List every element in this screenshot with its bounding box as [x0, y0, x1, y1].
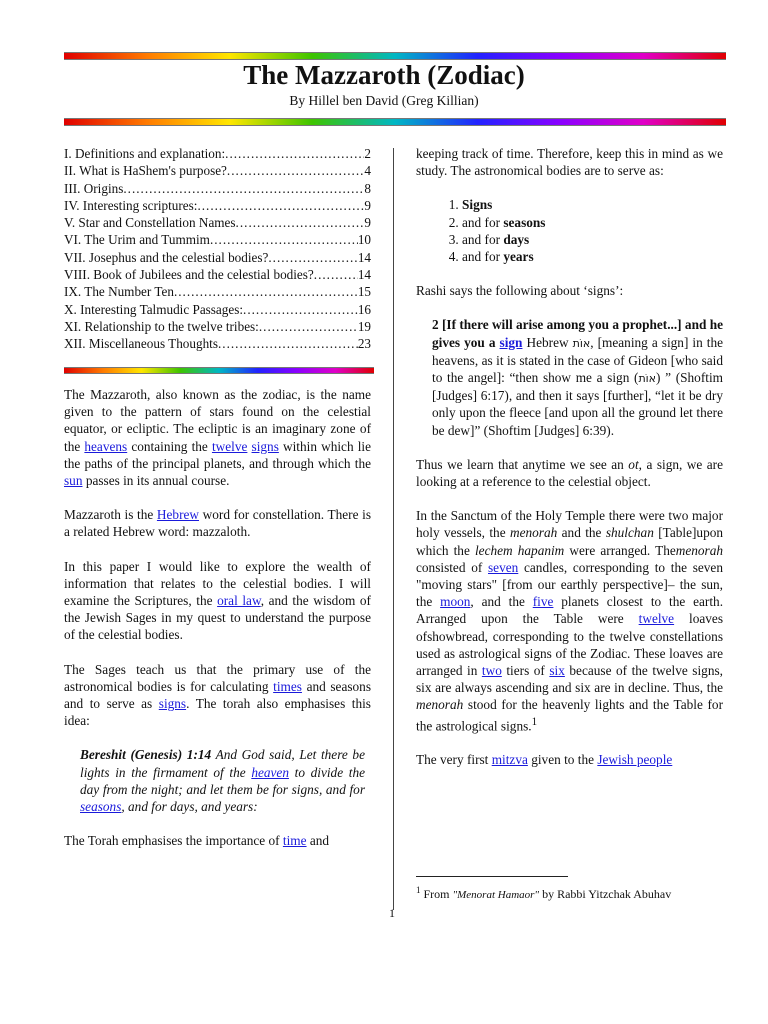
- toc-entry-page: 2: [364, 146, 371, 161]
- toc-rainbow-rule: [64, 368, 374, 373]
- link-sign[interactable]: sign: [499, 334, 523, 350]
- toc-entry-page: 23: [357, 336, 371, 352]
- toc-leader-dots: [174, 283, 358, 300]
- link-signs-2[interactable]: signs: [158, 696, 187, 712]
- toc-entry[interactable]: [64, 180, 371, 197]
- ot-paragraph: Thus we learn that anytime we see an ot, a sign, we are looking at a reference to the celestial object.: [416, 456, 723, 490]
- link-mitzva[interactable]: mitzva: [491, 752, 528, 768]
- toc-entry-label: I. Definitions and explanation:: [64, 146, 226, 161]
- link-hebrew[interactable]: Hebrew: [156, 507, 200, 523]
- toc-leader-dots: [197, 197, 364, 214]
- rashi-intro: Rashi says the following about ‘signs’:: [416, 283, 624, 299]
- toc-entry-label: IX. The Number Ten: [64, 284, 174, 300]
- continuation-paragraph: keeping track of time. Therefore, keep this in mind as we study. The astronomical bodies are to serve as:: [416, 146, 723, 179]
- toc-entry-label: XII. Miscellaneous Thoughts: [64, 336, 218, 352]
- toc-entry-label: VI. The Urim and Tummim: [64, 232, 210, 248]
- toc-entry-page: 9: [364, 197, 371, 213]
- sages-paragraph: The Sages teach us that the primary use of the astronomical bodies is for calculating times and seasons and to serve as signs. The torah also emphasises this idea:: [64, 661, 371, 729]
- toc-leader-dots: [236, 214, 365, 231]
- toc-leader-dots: [227, 162, 364, 179]
- link-moon[interactable]: moon: [440, 594, 471, 610]
- right-column: [416, 145, 723, 769]
- page-title: The Mazzaroth (Zodiac): [243, 60, 525, 90]
- toc-entry[interactable]: [64, 249, 371, 266]
- link-six[interactable]: six: [549, 663, 565, 679]
- toc-leader-dots: [259, 318, 358, 335]
- mazzaroth-paragraph: Mazzaroth is the Hebrew word for constellation. There is a related Hebrew word: mazzaloth.: [64, 507, 371, 540]
- list-item: 3. and for days: [462, 231, 723, 248]
- toc-entry-page: 19: [357, 318, 371, 334]
- toc-leader-dots: [123, 180, 364, 197]
- purpose-list: [416, 196, 723, 265]
- page-number: 1: [389, 906, 395, 920]
- torah-time-paragraph: The Torah emphasises the importance of time and: [64, 833, 330, 849]
- toc-entry-page: 16: [357, 301, 371, 317]
- toc-entry-label: VIII. Book of Jubilees and the celestial bodies?: [64, 267, 314, 283]
- toc-entry[interactable]: [64, 301, 371, 318]
- link-twelve[interactable]: twelve: [211, 438, 248, 454]
- toc-entry-page: 9: [364, 215, 371, 231]
- author-line: By Hillel ben David (Greg Killian): [289, 93, 479, 108]
- link-seasons[interactable]: seasons: [80, 799, 122, 815]
- mitzva-paragraph: The very first mitzva given to the Jewish people: [416, 752, 673, 768]
- table-of-contents: [64, 145, 371, 353]
- toc-entry-page: 4: [364, 163, 371, 179]
- toc-entry[interactable]: [64, 283, 371, 300]
- column-divider: [393, 148, 394, 910]
- link-sun[interactable]: sun: [64, 473, 83, 489]
- toc-entry-label: VII. Josephus and the celestial bodies?: [64, 249, 269, 265]
- footnote: $^1$ From "Menorat Hamaor" by Rabbi Yitzchak Abuhav: [416, 885, 672, 901]
- toc-entry-page: 8: [364, 180, 371, 196]
- toc-entry-label: IV. Interesting scriptures:: [64, 197, 198, 213]
- hebrew-ot-2: אוֹת: [638, 372, 657, 386]
- toc-leader-dots: [268, 249, 357, 266]
- link-seven[interactable]: seven: [488, 559, 519, 575]
- toc-entry-label: V. Star and Constellation Names: [64, 215, 236, 231]
- header-rainbow-rule: [64, 119, 726, 125]
- sanctum-paragraph: In the Sanctum of the Holy Temple there were two major holy vessels, the menorah and the shulchan [Table]upon which the lechem hapanim were arranged. Themenorah consisted of seven candles, corresponding to the seven "moving stars" [from our earthly perspective]– the sun, the moon, and the five planets closest to the earth. Arranged upon the Table were twelve loaves ofshowbread, corresponding to the twelve constellations used as astrological signs of the Zodiac. These loaves are arranged in two tiers of six because of the twelve signs, six are always ascending and six are in decline. Thus, the menorah stood for the heavenly lights and the Table for the astrological signs.$^1$: [416, 508, 724, 734]
- toc-leader-dots: [225, 145, 364, 162]
- toc-entry-label: II. What is HaShem's purpose?: [64, 163, 227, 179]
- toc-entry-label: XI. Relationship to the twelve tribes:: [64, 318, 259, 334]
- toc-entry-label: X. Interesting Talmudic Passages:: [64, 301, 244, 317]
- link-signs[interactable]: signs: [251, 438, 279, 454]
- toc-entry-label: III. Origins: [64, 180, 124, 196]
- toc-leader-dots: [314, 266, 358, 283]
- toc-entry[interactable]: [64, 162, 371, 179]
- toc-entry-page: 15: [357, 284, 371, 300]
- toc-entry-page: 14: [357, 249, 371, 265]
- link-time[interactable]: time: [282, 833, 307, 849]
- link-oral-law[interactable]: oral law: [217, 593, 261, 609]
- genesis-quote: Bereshit (Genesis) 1:14 And God said, Let there be lights in the firmament of the heaven to divide the day from the night; and let them be for signs, and for seasons, and for days, and years:: [80, 747, 366, 815]
- rashi-quote: 2 [If there will arise among you a prophet...] and he gives you a sign Hebrew אוֹת, [meaning a sign] in the heavens, as it is stated in the case of Gideon [who said to the angel]: “then show me a sign (אוֹת) ” (Shoftim [Judges] 6:17), and then it says [further], “let it be dry only upon the fleece [and upon all the ground let there be dew]” (Shoftim [Judges] 6:39).: [432, 317, 724, 438]
- toc-leader-dots: [218, 335, 358, 352]
- link-twelve-2[interactable]: twelve: [638, 611, 675, 627]
- toc-leader-dots: [243, 301, 358, 318]
- list-item: 2. and for seasons: [462, 214, 723, 231]
- toc-entry[interactable]: [64, 214, 371, 231]
- toc-entry[interactable]: [64, 145, 371, 162]
- link-jewish-people[interactable]: Jewish people: [597, 752, 673, 768]
- intro-paragraph: The Mazzaroth, also known as the zodiac, is the name given to the pattern of stars found on the celestial equator, or ecliptic. The ecliptic is an imaginary zone of the heavens containing the twelve signs within which lie the paths of the principal planets, and through which the sun passes in its annual course.: [64, 387, 372, 489]
- link-five[interactable]: five: [532, 594, 554, 610]
- left-column: [64, 386, 371, 849]
- link-heaven[interactable]: heaven: [251, 764, 289, 780]
- footnote-ref[interactable]: 1: [531, 715, 538, 728]
- explore-paragraph: In this paper I would like to explore the wealth of information that relates to the celestial bodies. I will examine the Scriptures, the oral law, and the wisdom of the Jewish Sages in my quest to understand the purpose of the celestial bodies.: [64, 558, 371, 643]
- toc-leader-dots: [210, 231, 358, 248]
- top-rainbow-rule: [64, 53, 726, 59]
- list-item: 4. and for years: [462, 248, 723, 265]
- toc-entry[interactable]: [64, 231, 371, 248]
- link-times[interactable]: times: [273, 678, 302, 694]
- list-item: 1. Signs: [462, 196, 723, 213]
- toc-entry-page: 14: [357, 267, 371, 283]
- toc-entry[interactable]: [64, 335, 371, 352]
- footnote-rule: [416, 876, 568, 877]
- hebrew-ot: אוֹת: [572, 336, 591, 350]
- toc-entry[interactable]: [64, 197, 371, 214]
- link-heavens[interactable]: heavens: [84, 438, 128, 454]
- toc-entry[interactable]: [64, 318, 371, 335]
- toc-entry[interactable]: [64, 266, 371, 283]
- toc-entry-page: 10: [357, 232, 371, 248]
- link-two[interactable]: two: [481, 663, 502, 679]
